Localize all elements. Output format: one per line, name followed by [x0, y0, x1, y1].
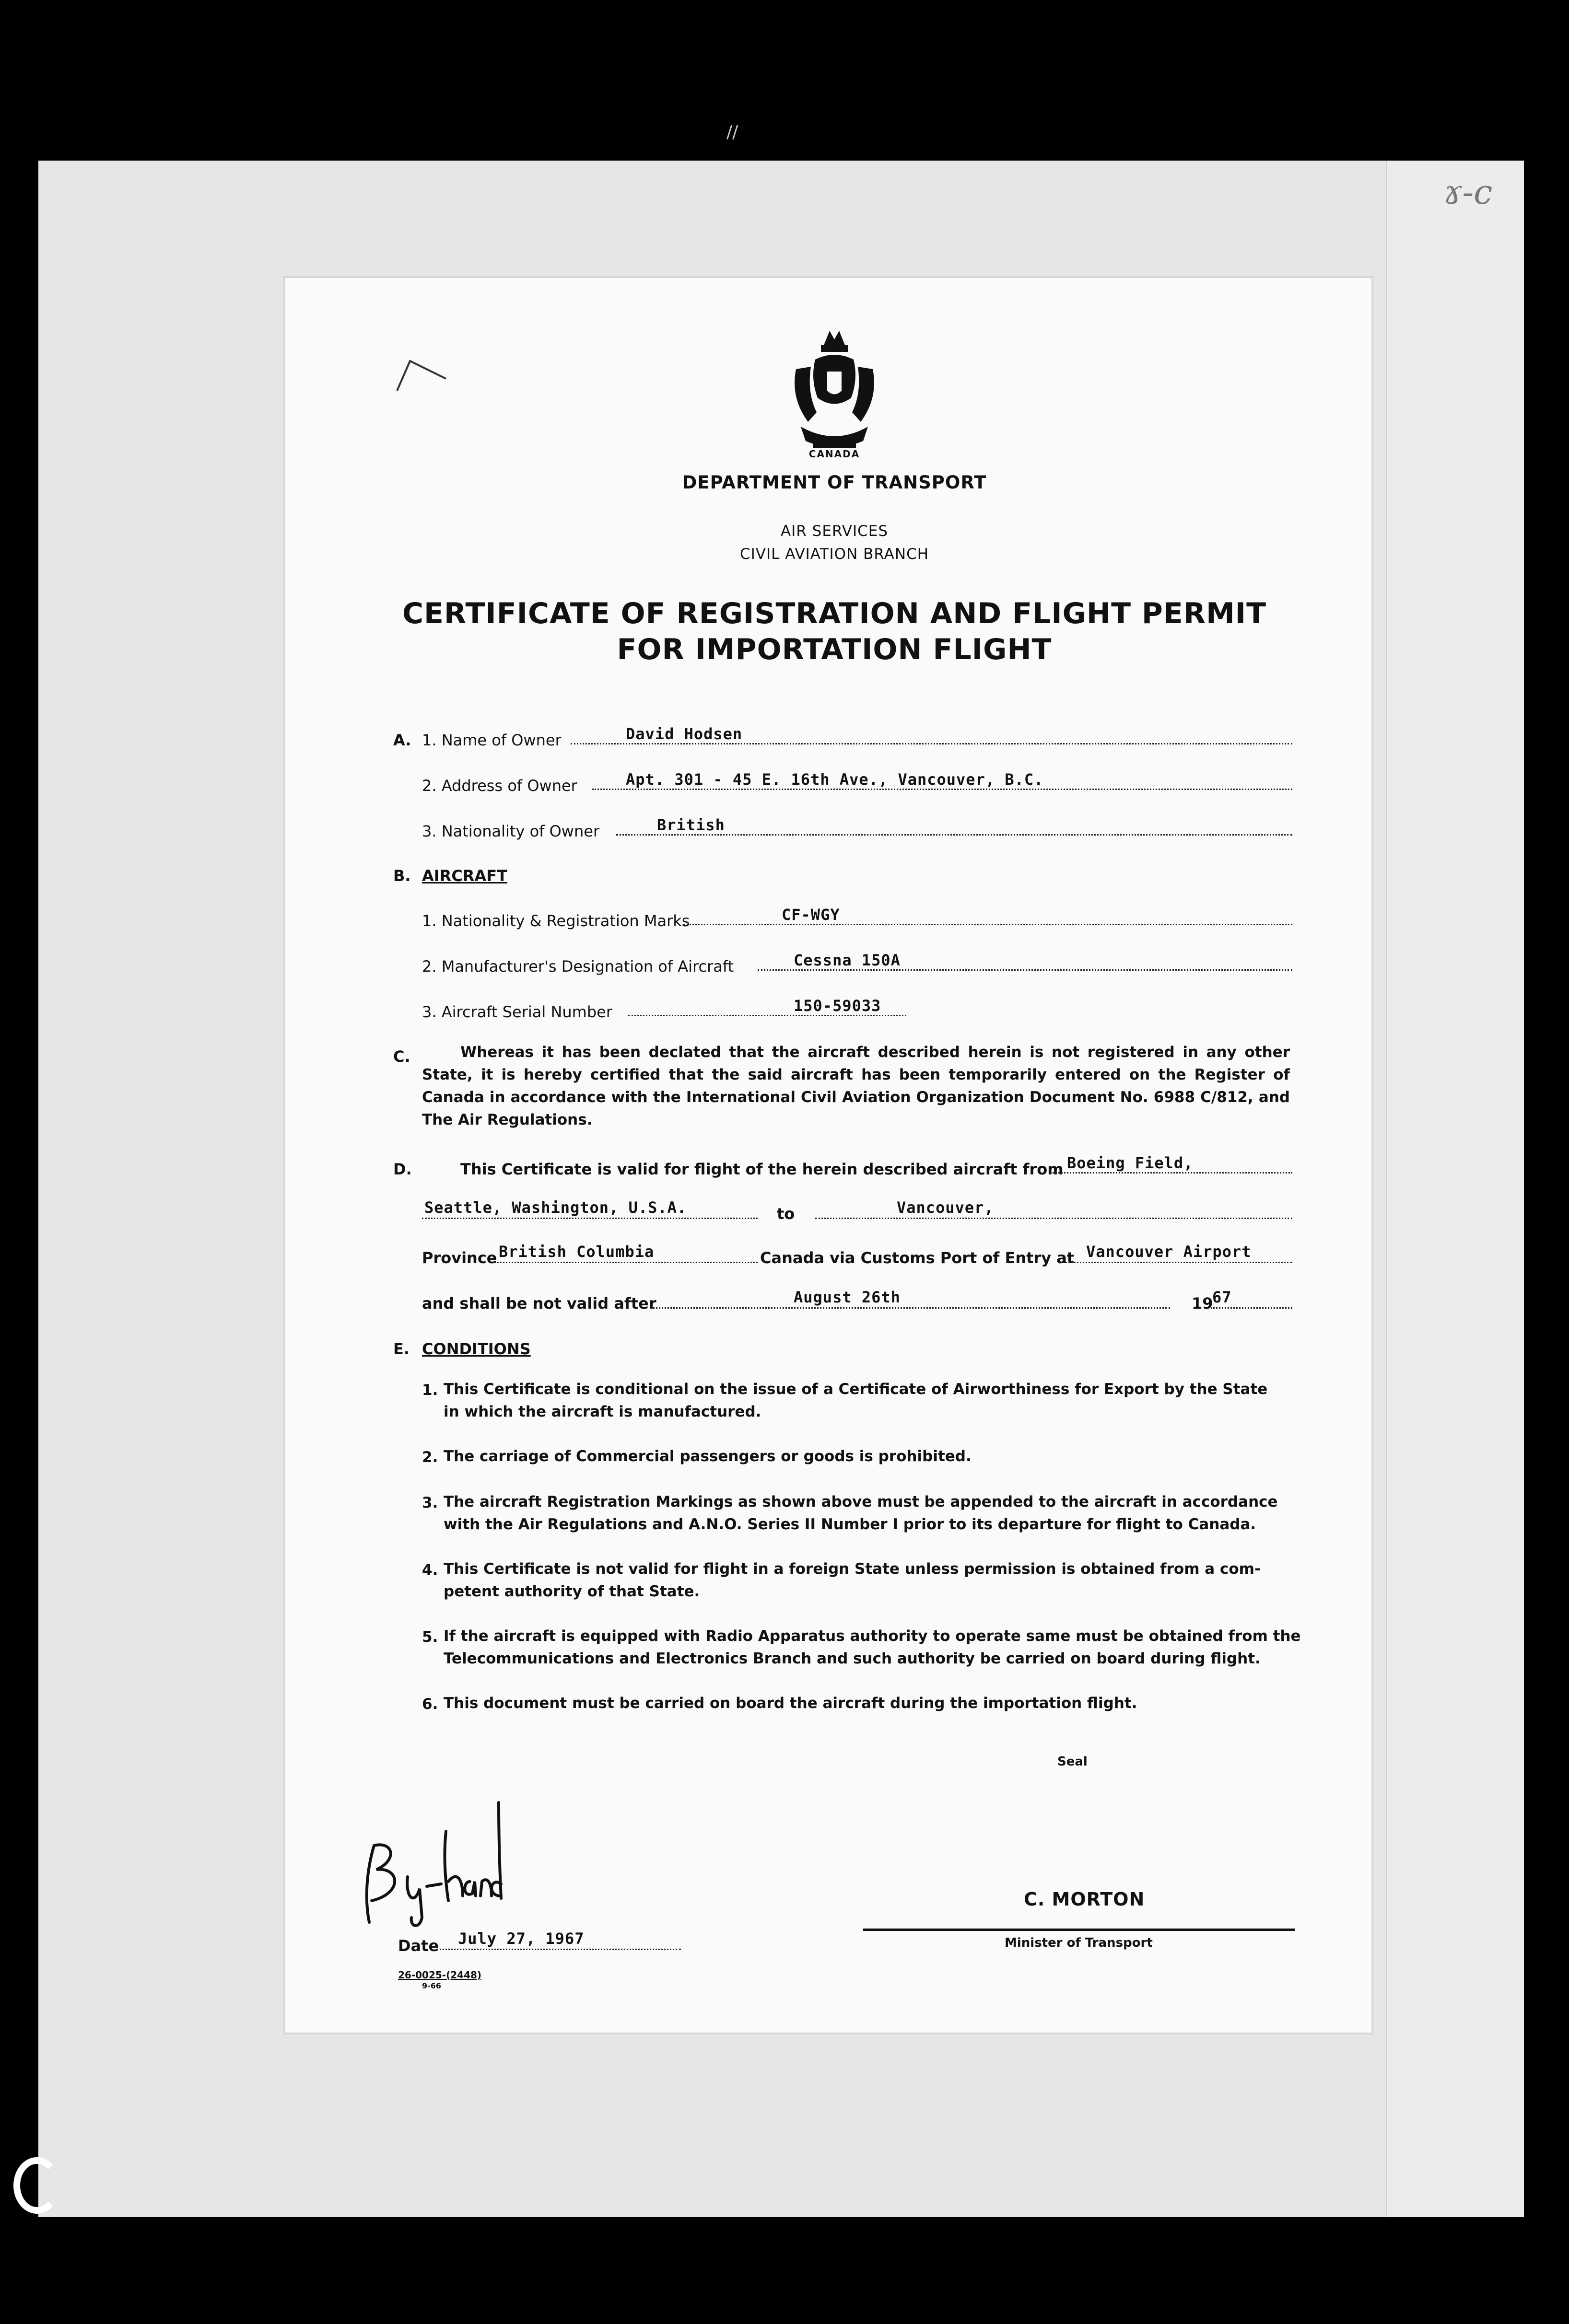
designation-value: Cessna 150A: [794, 951, 901, 969]
mount-edge-strip: [1386, 161, 1524, 2217]
owner-address-dots: [592, 789, 1292, 790]
section-a-letter: A.: [393, 731, 411, 749]
canada-coat-of-arms-icon: [786, 326, 882, 463]
serial-number-dots: [628, 1015, 906, 1016]
from-city-dots: [422, 1218, 758, 1219]
condition-2-number: 2.: [422, 1449, 438, 1466]
certificate-page: [285, 278, 1371, 2033]
condition-6-number: 6.: [422, 1696, 438, 1713]
year-dots: [1211, 1307, 1292, 1309]
condition-4-line2: petent authority of that State.: [444, 1583, 700, 1600]
registration-marks-label: 1. Nationality & Registration Marks: [422, 912, 690, 930]
serial-number-value: 150-59033: [794, 997, 881, 1015]
corner-scribble: ɤ-c: [1443, 173, 1493, 212]
owner-nationality-value: British: [657, 816, 725, 834]
condition-2-line1: The carriage of Commercial passengers or goods is prohibited.: [444, 1448, 972, 1465]
minister-name-stamp: C. MORTON: [1024, 1889, 1145, 1910]
province-label: Province: [422, 1249, 497, 1267]
from-place-dots: [1050, 1172, 1292, 1174]
condition-3-line2: with the Air Regulations and A.N.O. Series II Number I prior to its departure for flight to Canada.: [444, 1516, 1256, 1533]
owner-name-value: David Hodsen: [626, 725, 743, 743]
aircraft-heading: AIRCRAFT: [422, 867, 507, 885]
seal-label: Seal: [1057, 1755, 1088, 1769]
customs-port-dots: [1062, 1262, 1292, 1263]
serial-number-label: 3. Aircraft Serial Number: [422, 1003, 612, 1021]
valid-after-dots: [650, 1307, 1170, 1309]
validity-intro: This Certificate is valid for flight of the herein described aircraft from: [460, 1160, 1064, 1178]
owner-name-label: 1. Name of Owner: [422, 731, 562, 749]
owner-address-label: 2. Address of Owner: [422, 777, 577, 795]
scan-corner-mark: [13, 2157, 60, 2214]
customs-label: Canada via Customs Port of Entry at: [760, 1249, 1075, 1267]
branch-heading: CIVIL AVIATION BRANCH: [739, 546, 929, 563]
province-dots: [494, 1262, 758, 1263]
department-heading: DEPARTMENT OF TRANSPORT: [682, 472, 987, 493]
condition-4-line1: This Certificate is not valid for flight in a foreign State unless permission is obtained from a com-: [444, 1560, 1261, 1578]
valid-after-label: and shall be not valid after: [422, 1294, 656, 1313]
section-c-letter: C.: [393, 1047, 410, 1066]
country-label: CANADA: [808, 448, 860, 460]
to-place-value: Vancouver,: [897, 1198, 994, 1217]
to-label: to: [777, 1205, 795, 1223]
check-mark-icon: [393, 357, 451, 393]
form-revision: 9-66: [422, 1981, 442, 1990]
section-b-letter: B.: [393, 867, 411, 885]
condition-6-line1: This document must be carried on board the aircraft during the importation flight.: [444, 1695, 1137, 1712]
signature-line: [863, 1929, 1295, 1931]
condition-5-line1: If the aircraft is equipped with Radio Apparatus authority to operate same must be obtained from the: [444, 1627, 1301, 1645]
date-value: July 27, 1967: [458, 1929, 585, 1948]
form-number: 26-0025-(2448): [398, 1969, 482, 1981]
province-value: British Columbia: [499, 1243, 655, 1261]
designation-dots: [758, 969, 1292, 971]
year-suffix: 67: [1212, 1288, 1232, 1306]
section-d-letter: D.: [393, 1160, 412, 1178]
service-heading: AIR SERVICES: [780, 523, 889, 540]
conditions-heading: CONDITIONS: [422, 1340, 531, 1358]
year-prefix: 19: [1192, 1294, 1213, 1313]
condition-1-number: 1.: [422, 1382, 438, 1399]
condition-3-number: 3.: [422, 1494, 438, 1511]
date-dots: [436, 1949, 681, 1950]
condition-5-number: 5.: [422, 1628, 438, 1646]
section-e-letter: E.: [393, 1340, 410, 1358]
to-place-dots: [815, 1218, 1292, 1219]
certificate-subtitle: FOR IMPORTATION FLIGHT: [617, 633, 1052, 666]
from-city-value: Seattle, Washington, U.S.A.: [424, 1198, 687, 1217]
designation-label: 2. Manufacturer's Designation of Aircraft: [422, 957, 734, 976]
valid-after-date: August 26th: [794, 1288, 901, 1306]
from-place-value: Boeing Field,: [1067, 1154, 1194, 1172]
owner-address-value: Apt. 301 - 45 E. 16th Ave., Vancouver, B.C.: [626, 770, 1044, 789]
condition-3-line1: The aircraft Registration Markings as shown above must be appended to the aircraft in accordance: [444, 1493, 1278, 1511]
certificate-title: CERTIFICATE OF REGISTRATION AND FLIGHT PERMIT: [402, 597, 1267, 630]
customs-port-value: Vancouver Airport: [1086, 1243, 1252, 1261]
date-label: Date: [398, 1937, 439, 1955]
scan-mark: //: [726, 122, 738, 142]
registration-marks-dots: [683, 924, 1292, 925]
owner-name-dots: [571, 743, 1292, 744]
condition-1-line2: in which the aircraft is manufactured.: [444, 1403, 761, 1420]
condition-4-number: 4.: [422, 1561, 438, 1579]
owner-nationality-label: 3. Nationality of Owner: [422, 822, 600, 840]
minister-title: Minister of Transport: [1005, 1936, 1153, 1950]
condition-1-line1: This Certificate is conditional on the issue of a Certificate of Airworthiness for Export by the State: [444, 1381, 1268, 1398]
condition-5-line2: Telecommunications and Electronics Branch and such authority be carried on board during flight.: [444, 1650, 1261, 1667]
registration-marks-value: CF-WGY: [782, 906, 840, 924]
section-c-text: Whereas it has been declated that the aircraft described herein is not registered in any other State, it is hereby certified that the said aircraft has been temporarily entered on the Register of Canada in accordance with the International Civil Aviation Organization Document No. 6988 C/812, and The Air Regulations.: [422, 1044, 1290, 1128]
owner-nationality-dots: [616, 834, 1292, 836]
handwritten-signature: [355, 1774, 513, 1932]
